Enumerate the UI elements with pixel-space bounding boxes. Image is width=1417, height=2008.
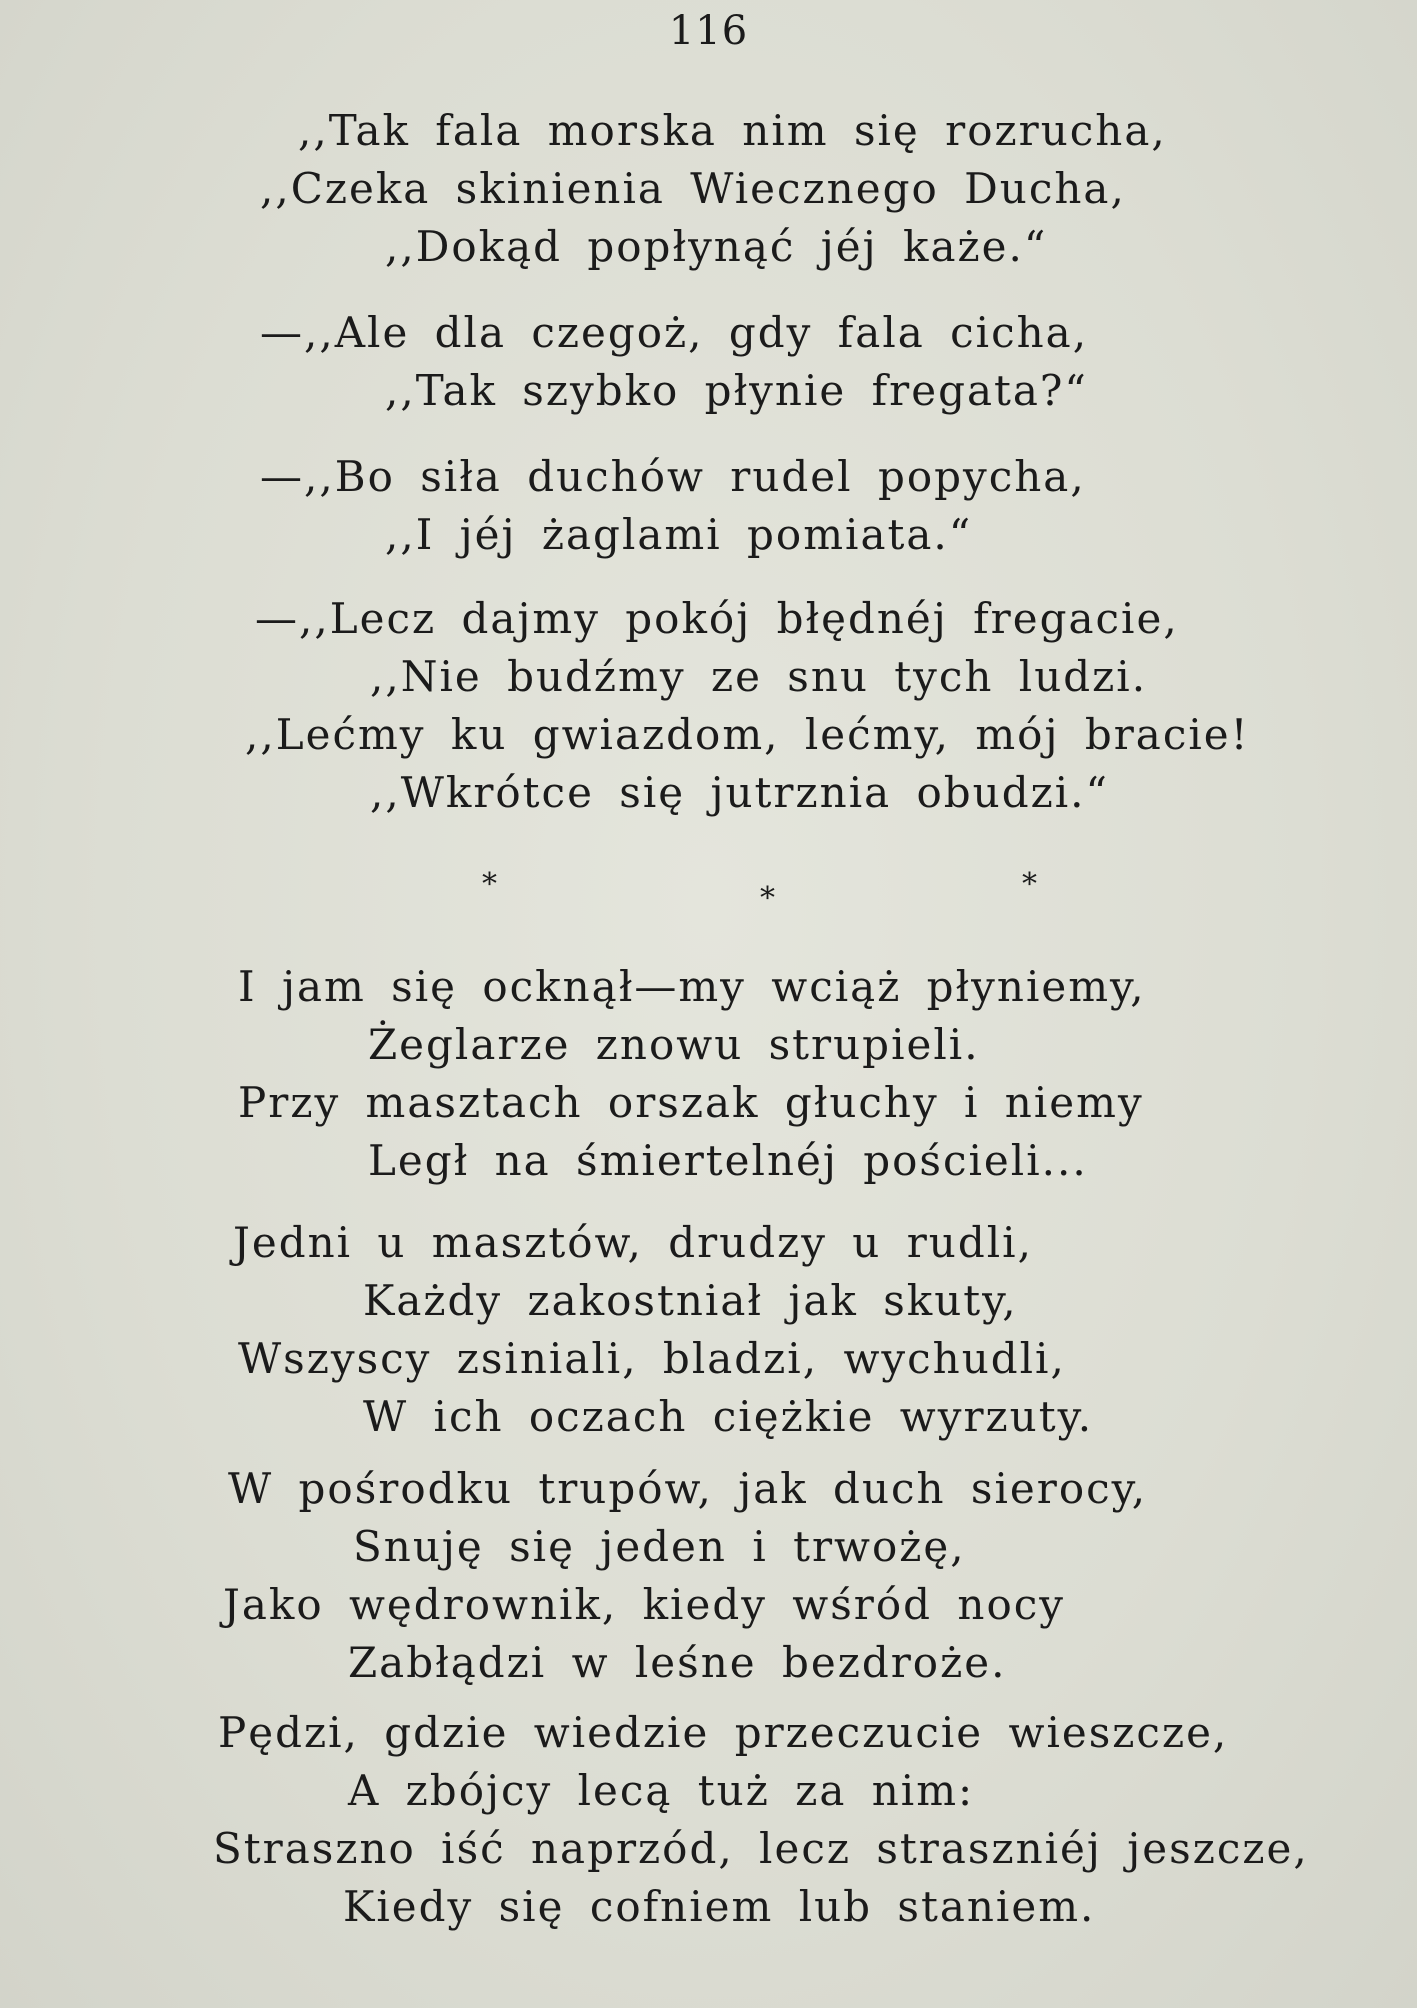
verse-line: —,,Ale dla czegoż, gdy fala cicha,: [260, 308, 1089, 357]
verse-line: ,,I jéj żaglami pomiata.“: [385, 510, 973, 559]
verse-line: Kiedy się cofniem lub staniem.: [343, 1882, 1096, 1931]
verse-line: ,,Nie budźmy ze snu tych ludzi.: [370, 652, 1148, 701]
section-separator: [0, 862, 1417, 916]
verse-line: Jako wędrownik, kiedy wśród nocy: [223, 1580, 1065, 1629]
verse-line: ,,Czeka skinienia Wiecznego Ducha,: [260, 164, 1126, 213]
verse-line: I jam się ocknął—my wciąż płyniemy,: [238, 962, 1146, 1011]
verse-line: ,,Tak szybko płynie fregata?“: [385, 366, 1088, 415]
verse-line: A zbójcy lecą tuż za nim:: [348, 1766, 975, 1815]
verse-line: Jedni u masztów, drudzy u rudli,: [233, 1218, 1033, 1267]
separator-asterisk: *: [760, 881, 775, 916]
verse-line: ,,Wkrótce się jutrznia obudzi.“: [370, 768, 1110, 817]
verse-line: Straszno iść naprzód, lecz straszniéj jeszcze,: [213, 1824, 1309, 1873]
verse-line: Żeglarze znowu strupieli.: [368, 1020, 980, 1069]
verse-line: Przy masztach orszak głuchy i niemy: [238, 1078, 1144, 1127]
verse-line: W ich oczach ciężkie wyrzuty.: [363, 1392, 1094, 1441]
verse-line: Legł na śmiertelnéj pościeli...: [368, 1136, 1088, 1185]
separator-asterisk: *: [1022, 867, 1037, 902]
verse-line: W pośrodku trupów, jak duch sierocy,: [228, 1464, 1148, 1513]
verse-line: Snuję się jeden i trwożę,: [353, 1522, 966, 1571]
verse-line: —,,Bo siła duchów rudel popycha,: [260, 452, 1086, 501]
verse-line: Każdy zakostniał jak skuty,: [363, 1276, 1018, 1325]
verse-line: Zabłądzi w leśne bezdroże.: [348, 1638, 1007, 1687]
verse-line: ,,Lećmy ku gwiazdom, lećmy, mój bracie!: [245, 710, 1250, 759]
separator-asterisk: *: [482, 867, 497, 902]
page-number: 116: [668, 8, 749, 54]
verse-line: ,,Dokąd popłynąć jéj każe.“: [385, 222, 1048, 271]
verse-line: ,,Tak fala morska nim się rozrucha,: [298, 106, 1167, 155]
verse-line: Wszyscy zsiniali, bladzi, wychudli,: [238, 1334, 1066, 1383]
verse-line: —,,Lecz dajmy pokój błędnéj fregacie,: [255, 594, 1179, 643]
verse-line: Pędzi, gdzie wiedzie przeczucie wieszcze,: [218, 1708, 1229, 1757]
